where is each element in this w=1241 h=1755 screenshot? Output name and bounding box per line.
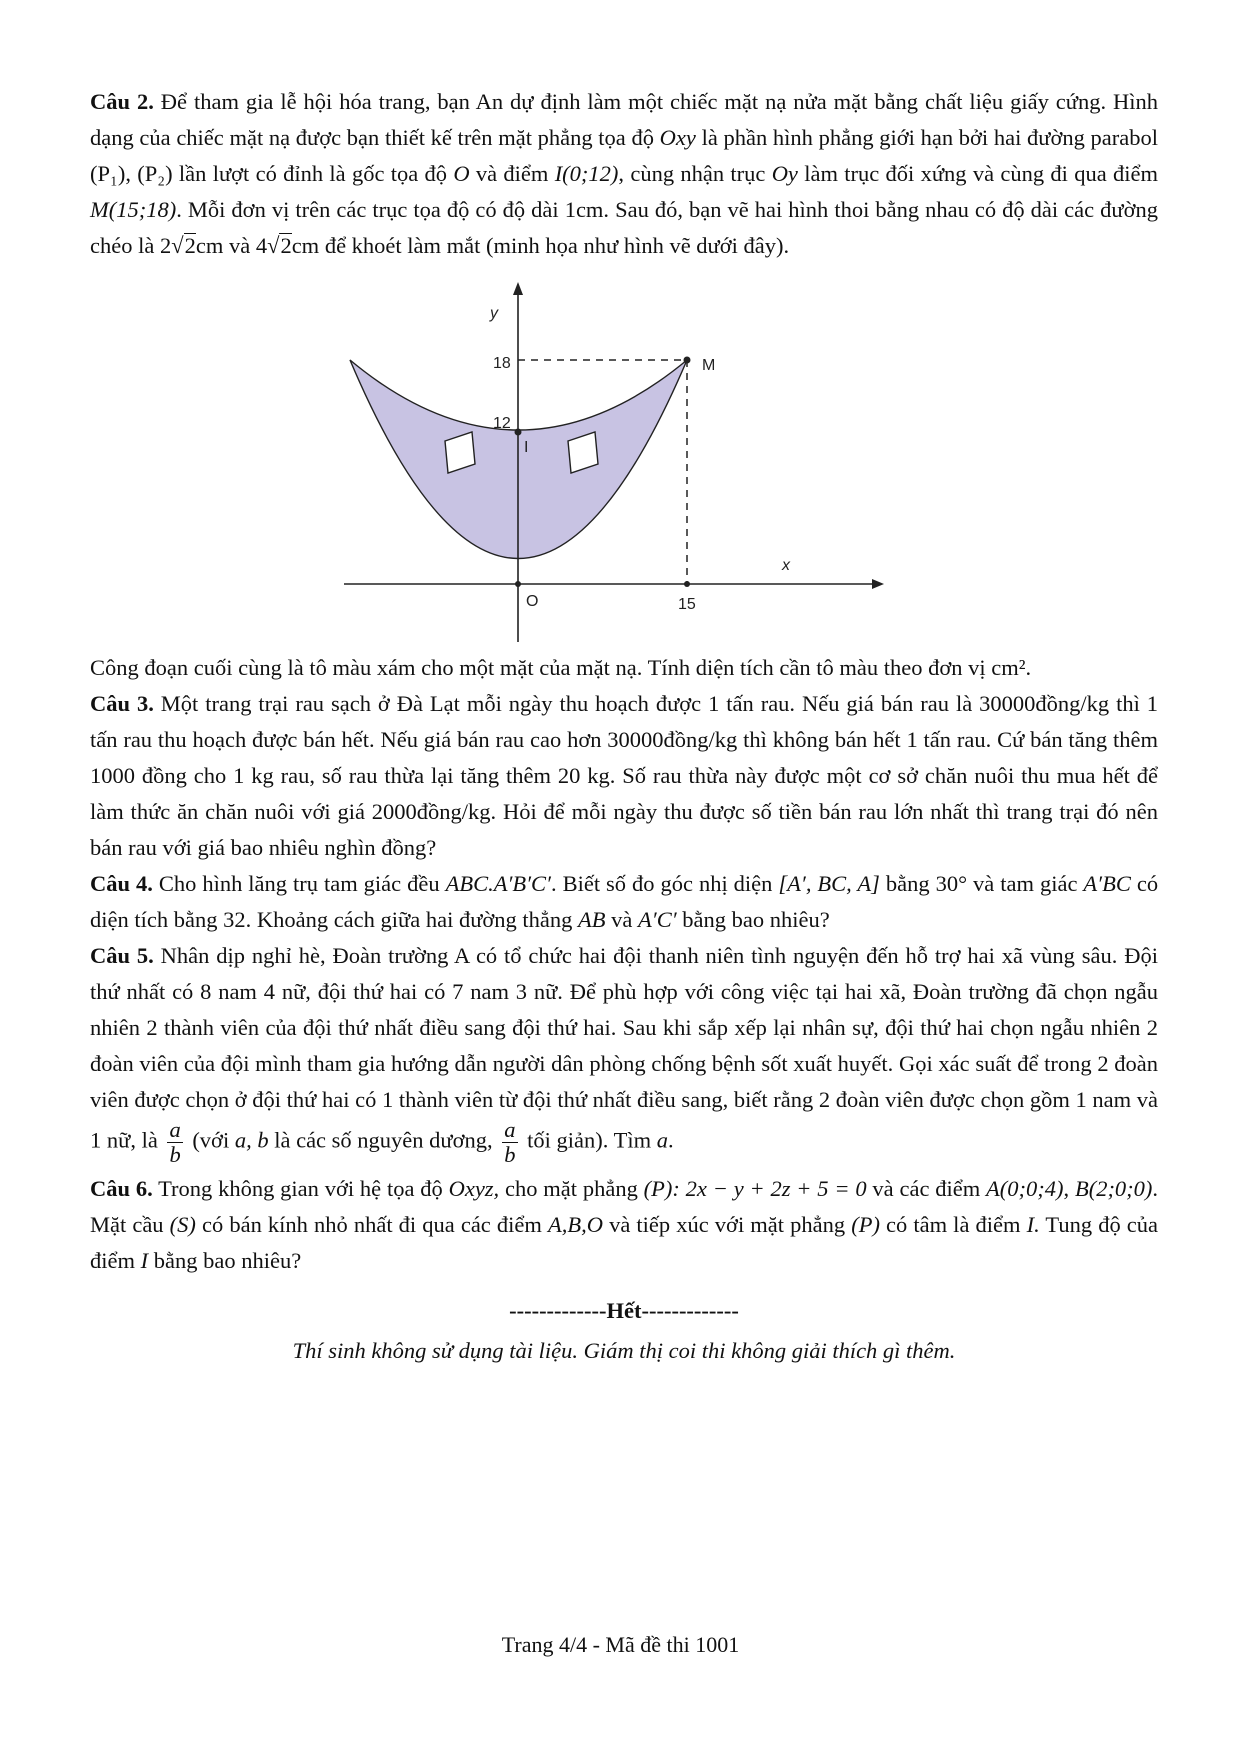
diag-1-radicand: 2: [184, 233, 196, 258]
label-12: 12: [493, 415, 511, 432]
q4-triangle: A′BC: [1083, 871, 1131, 896]
label-i: I: [524, 439, 529, 456]
q4-line-ab: AB: [578, 907, 606, 932]
q6-center-i-2: I: [140, 1248, 149, 1273]
question-3: [90, 686, 1158, 866]
end-marker: -------------Hết-------------: [509, 1298, 739, 1323]
q2-text-3: và điểm: [475, 161, 549, 186]
q2-text-1: Để tham gia lễ hội hóa trang, bạn An dự định làm một chiếc mặt nạ nửa mặt bằng chất liệu giấy cứng. Hình dạng của chiếc mặt nạ được bạn thiết kế trên mặt phẳng tọa độ: [90, 89, 1159, 150]
mask-figure: [90, 270, 1158, 650]
q2-oxy: Oxy: [659, 125, 696, 150]
q5-frac1-den: b: [169, 1142, 181, 1167]
label-x: x: [782, 557, 790, 574]
q6-text-9: bằng bao nhiêu?: [153, 1248, 302, 1273]
q2-text-7: để khoét làm mắt (minh họa như hình vẽ dưới đây).: [324, 233, 790, 258]
q5-frac1-num: a: [169, 1117, 181, 1142]
q6-oxyz: Oxyz,: [448, 1176, 500, 1201]
question-3-label: Câu 3.: [90, 691, 154, 716]
q5-fraction-2: [502, 1118, 517, 1167]
q4-text-6: bằng bao nhiêu?: [682, 907, 830, 932]
q5-ab: a, b: [234, 1127, 269, 1153]
q4-text-2: . Biết số đo góc nhị diện: [550, 871, 773, 896]
label-18: 18: [493, 355, 511, 372]
q2-point-i: I(0;12): [554, 161, 619, 186]
exam-content: [90, 84, 1158, 1369]
q2-point-m: M(15;18): [90, 197, 177, 222]
question-2-label: Câu 2.: [90, 89, 154, 114]
q5-text: Nhân dịp nghỉ hè, Đoàn trường A có tổ chức hai đội thanh niên tình nguyện đến hỗ trợ hai xã vùng sâu. Đội thứ nhất có 8 nam 4 nữ, đội thứ hai có 7 nam 3 nữ. Để phù hợp với công việc tại hai xã, Đoàn trường đã chọn ngẫu nhiên 2 thành viên của đội thứ nhất điều sang đội thứ hai. Sau khi sắp xếp lại nhân sự, đội thứ hai chọn ngẫu nhiên 2 đoàn viên của đội mình tham gia hướng dẫn người dân phòng chống bệnh sốt xuất huyết. Gọi xác suất để trong 2 đoàn viên được chọn ở đội thứ hai có 1 thành viên từ đội thứ nhất điều sang, biết rằng 2 đoàn viên được chọn gồm 1 nam và 1 nữ, là: [90, 943, 1158, 1153]
question-5-label: Câu 5.: [90, 943, 154, 968]
q6-text-1: Trong không gian với hệ tọa độ: [158, 1176, 443, 1201]
q4-prism: ABC.A′B′C′: [445, 871, 551, 896]
q3-text: Một trang trại rau sạch ở Đà Lạt mỗi ngày thu hoạch được 1 tấn rau. Nếu giá bán rau là 30000đồng/kg thì 1 tấn rau thu hoạch được bán hết. Nếu giá bán rau cao hơn 30000đồng/kg thì không bán hết 1 tấn rau. Cứ bán tăng thêm 1000 đồng cho 1 kg rau, số rau thừa lại tăng thêm 20 kg. Số rau thừa này được một cơ sở chăn nuôi thu mua hết để làm thức ăn chăn nuôi với giá 2000đồng/kg. Hỏi để mỗi ngày thu được số tiền bán rau lớn nhất thì trang trại đó nên bán rau với giá bao nhiêu nghìn đồng?: [90, 691, 1159, 860]
q2-after-figure: Công đoạn cuối cùng là tô màu xám cho một mặt của mặt nạ. Tính diện tích cần tô màu theo đơn vị cm².: [90, 655, 1032, 680]
q5-fraction-1: [167, 1118, 182, 1167]
q5-frac2-num: a: [504, 1117, 516, 1142]
q2-origin: O: [453, 161, 470, 186]
q2-oy: Oy: [771, 161, 798, 186]
q2-text-4: , cùng nhận trục: [618, 161, 766, 186]
question-2: [90, 84, 1158, 264]
q6-text-8: Tung độ của điểm: [90, 1212, 1159, 1273]
q5-text-4: tối giản). Tìm: [527, 1127, 652, 1153]
q2-text-5: làm trục đối xứng và cùng đi qua điểm: [804, 161, 1158, 186]
q5-frac2-den: b: [504, 1142, 516, 1167]
q6-text-5: có bán kính nhỏ nhất đi qua các điểm: [202, 1212, 542, 1237]
point-o: [515, 581, 521, 587]
q2-and: và: [228, 233, 251, 258]
exam-note: Thí sinh không sử dụng tài liệu. Giám thị coi thi không giải thích gì thêm.: [292, 1338, 956, 1363]
q6-plane: (P): 2x − y + 2z + 5 = 0: [643, 1176, 867, 1201]
mask-diagram: [344, 270, 904, 648]
q6-point-b: B(2;0;0): [1074, 1176, 1153, 1201]
q6-text-7: có tâm là điểm: [886, 1212, 1021, 1237]
x-axis-arrow: [872, 579, 884, 589]
q5-text-3: là các số nguyên dương,: [274, 1127, 493, 1153]
q4-text-5: và: [611, 907, 633, 932]
diag-2-unit: cm: [291, 233, 320, 258]
q6-text-2: cho mặt phẳng: [505, 1176, 638, 1201]
q4-text-4: có diện tích bằng 32. Khoảng cách giữa hai đường thẳng: [90, 871, 1159, 932]
question-4-label: Câu 4.: [90, 871, 153, 896]
question-5: [90, 938, 1158, 1167]
q6-plane-p: (P): [851, 1212, 880, 1237]
question-4: [90, 866, 1158, 938]
label-m: M: [702, 357, 716, 374]
q4-text-3: bằng 30° và tam giác: [885, 871, 1078, 896]
diag-1-coef: 2: [159, 233, 172, 258]
question-6-label: Câu 6.: [90, 1176, 153, 1201]
diag-1-unit: cm: [195, 233, 224, 258]
q6-point-a: A(0;0;4): [986, 1176, 1064, 1201]
q5-text-5: .: [667, 1127, 674, 1153]
diag-2-radicand: 2: [280, 233, 292, 258]
label-15: 15: [678, 596, 696, 613]
question-6: Câu 6. Trong không gian với hệ tọa độ Oxyz, cho mặt phẳng (P): 2x − y + 2z + 5 = 0 và các điểm A(0;0;4), B(2;0;0). Mặt cầu (S) có bán kính nhỏ nhất đi qua các điểm A,B,O và tiếp xúc với mặt phẳng (P) có tâm là điểm I. Tung độ của điểm I bằng bao nhiêu?: [90, 1176, 1159, 1273]
diag-2-coef: 4: [255, 233, 268, 258]
q6-text-4: . Mặt cầu: [90, 1176, 1159, 1237]
q6-sphere: (S): [169, 1212, 196, 1237]
q4-dihedral: [A′, BC, A]: [778, 871, 880, 896]
q4-text-1: Cho hình lăng trụ tam giác đều: [158, 871, 440, 896]
diag-2: 4√2cm: [255, 233, 320, 258]
diag-1: 2√2cm: [159, 233, 224, 258]
q5-text-2: (với: [192, 1127, 230, 1153]
q4-line-apcp: A′C′: [638, 907, 677, 932]
q2-text-6: . Mỗi đơn vị trên các trục tọa độ có độ dài 1cm. Sau đó, bạn vẽ hai hình thoi bằng nhau có độ dài các đường chéo là: [90, 197, 1158, 258]
q6-center-i: I.: [1026, 1212, 1040, 1237]
q6-points-abo: A,B,O: [547, 1212, 603, 1237]
page-footer: Trang 4/4 - Mã đề thi 1001: [501, 1632, 740, 1657]
label-y: y: [490, 305, 498, 322]
point-15: [684, 581, 690, 587]
point-i: [515, 429, 522, 436]
y-axis-arrow: [513, 282, 523, 295]
q6-text-3: và các điểm: [872, 1176, 981, 1201]
q5-var-a: a: [656, 1127, 668, 1153]
q2-text-2: là phần hình phẳng giới hạn bởi hai đường parabol (P₁), (P₂) lần lượt có đỉnh là gốc tọa độ: [90, 125, 1159, 186]
label-o: O: [526, 593, 539, 610]
q6-text-6: và tiếp xúc với mặt phẳng: [609, 1212, 846, 1237]
point-m: [684, 357, 691, 364]
